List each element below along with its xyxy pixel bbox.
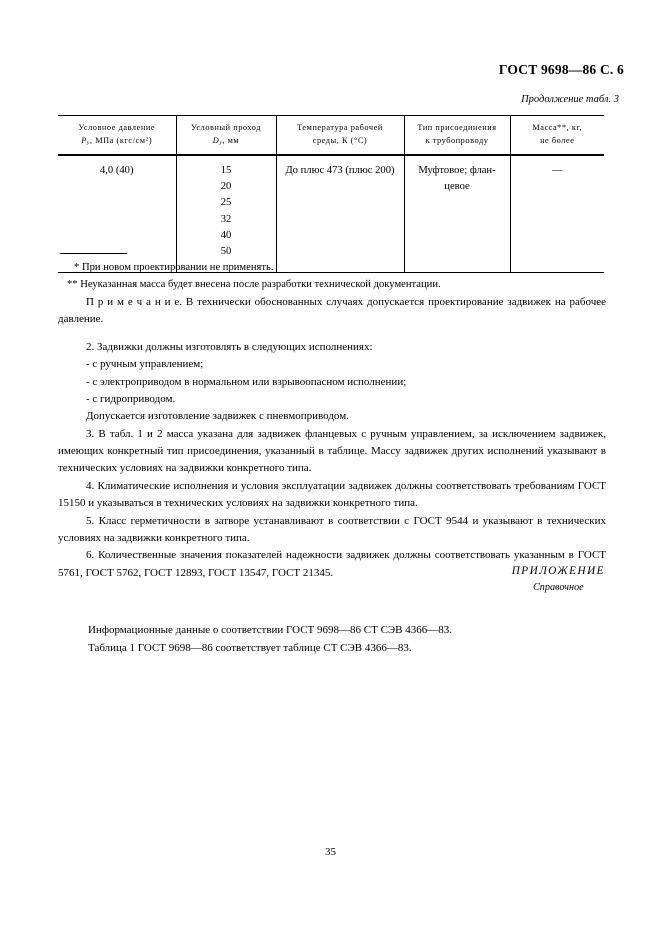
- footnote-single-star: * При новом проектировании не применять.: [74, 262, 274, 273]
- header-line-2: среды, К (°С): [312, 136, 368, 146]
- note-item-2-intro: 2. Задвижки должны изготовлять в следующих исполнениях:: [86, 340, 373, 353]
- list-item: 15: [220, 165, 232, 177]
- header-line-1: Тип присоединения: [417, 123, 497, 132]
- header-line-1: Температура рабочей: [297, 123, 383, 132]
- header-subscript-u: у: [86, 140, 90, 147]
- list-item: 32: [220, 213, 232, 225]
- header-line-2: к трубопроводу: [425, 136, 489, 146]
- connection-line-2: цевое: [444, 181, 470, 193]
- appendix-label: [512, 563, 605, 595]
- appendix-title: ПРИЛОЖЕНИЕ: [511, 565, 605, 577]
- list-item: 20: [220, 181, 232, 193]
- note-primechanie: [58, 294, 606, 329]
- table-header-row: [58, 116, 604, 156]
- page-number: 35: [325, 846, 336, 858]
- cell-nominal-pressure: 4,0 (40): [58, 155, 176, 272]
- note-item-2-bullet-electric: - с электроприводом в нормальном или взрывоопасном исполнении;: [86, 375, 407, 388]
- primechanie-label: П р и м е ч а н и е.: [86, 296, 183, 308]
- header-symbol-d: D: [212, 136, 220, 146]
- cell-working-temperature: До плюс 473 (плюс 200): [276, 155, 404, 272]
- diameter-list: [181, 163, 272, 260]
- table-continuation-label: Продолжение табл. 3: [521, 94, 619, 105]
- table-header-working-temperature: [276, 116, 404, 156]
- page-header-standard-number: ГОСТ 9698—86 С. 6: [498, 62, 624, 77]
- header-subscript-u: у: [219, 140, 223, 147]
- note-item-5: 5. Класс герметичности в затворе устанавливают в соответствии с ГОСТ 9544 и указывают в технических условиях на задвижки конкретного типа.: [58, 514, 606, 544]
- connection-line-1: Муфтовое; флан-: [418, 165, 496, 177]
- header-symbol-p: Р: [81, 136, 87, 146]
- spacer: [58, 329, 606, 339]
- list-item: 50: [220, 245, 232, 257]
- specification-table-wrapper: [58, 115, 604, 273]
- table-body: [58, 155, 604, 272]
- note-item-3: 3. В табл. 1 и 2 масса указана для задвижек фланцевых с ручным управлением, за исключением задвижек, имеющих конкретный тип присоединения, указанный в таблице. Массу задвижек других исполнений указывают в технических условиях на задвижки конкретного типа.: [58, 427, 606, 475]
- table-head: [58, 116, 604, 156]
- header-line-2: не более: [540, 136, 575, 146]
- note-item-4: 4. Климатические исполнения и условия эксплуатации задвижек должны соответствовать требованиям ГОСТ 15150 и указываться в технических условиях на задвижки конкретного типа.: [58, 479, 606, 510]
- primechanie-text: В технически обоснованных случаях допускается проектирование задвижек на рабочее давление.: [58, 296, 606, 326]
- header-line-1: Условное давление: [78, 123, 156, 132]
- note-item-2-bullet-manual: - с ручным управлением;: [86, 358, 204, 371]
- cell-nominal-bore-list: [176, 155, 276, 272]
- footnote-separator-rule: [60, 253, 127, 254]
- table-header-nominal-bore: [176, 116, 276, 156]
- info-line-2: Таблица 1 ГОСТ 9698—86 соответствует таблице СТ СЭВ 4366—83.: [88, 641, 412, 654]
- info-line-1: Информационные данные о соответствии ГОСТ 9698—86 СТ СЭВ 4366—83.: [88, 624, 453, 636]
- list-item: 40: [220, 229, 232, 241]
- specification-table: [58, 115, 604, 272]
- cell-mass: —: [510, 155, 604, 272]
- header-superscript-2: 2: [145, 136, 149, 143]
- header-units-close: ): [148, 136, 153, 146]
- note-item-2-bullet-hydraulic: - с гидроприводом.: [86, 392, 176, 405]
- footnote-double-star: ** Неуказанная масса будет внесена после разработки технической документации.: [67, 279, 441, 291]
- note-item-2-tail: Допускается изготовление задвижек с пневмоприводом.: [86, 410, 349, 423]
- header-units-mm: , мм: [222, 136, 240, 146]
- note-item-6: 6. Количественные значения показателей надежности задвижек должны соответствовать указанным в ГОСТ 5761, ГОСТ 5762, ГОСТ 12893, ГОСТ 13547, ГОСТ 21345.: [58, 549, 606, 579]
- list-item: 25: [220, 197, 232, 209]
- table-header-nominal-pressure: [58, 116, 176, 156]
- table-header-mass: [510, 116, 604, 156]
- header-line-1: Условный проход: [190, 123, 262, 132]
- body-text-block: [58, 294, 606, 582]
- appendix-subtitle: Справочное: [532, 581, 584, 593]
- table-row: [58, 155, 604, 272]
- header-line-1: Масса**, кг,: [532, 123, 583, 132]
- header-units-mpa: , МПа (кгс/см: [89, 136, 146, 146]
- table-header-connection-type: [404, 116, 510, 156]
- footnotes-block: [60, 259, 606, 293]
- cell-connection-type: [404, 155, 510, 272]
- informational-data-block: [88, 622, 588, 658]
